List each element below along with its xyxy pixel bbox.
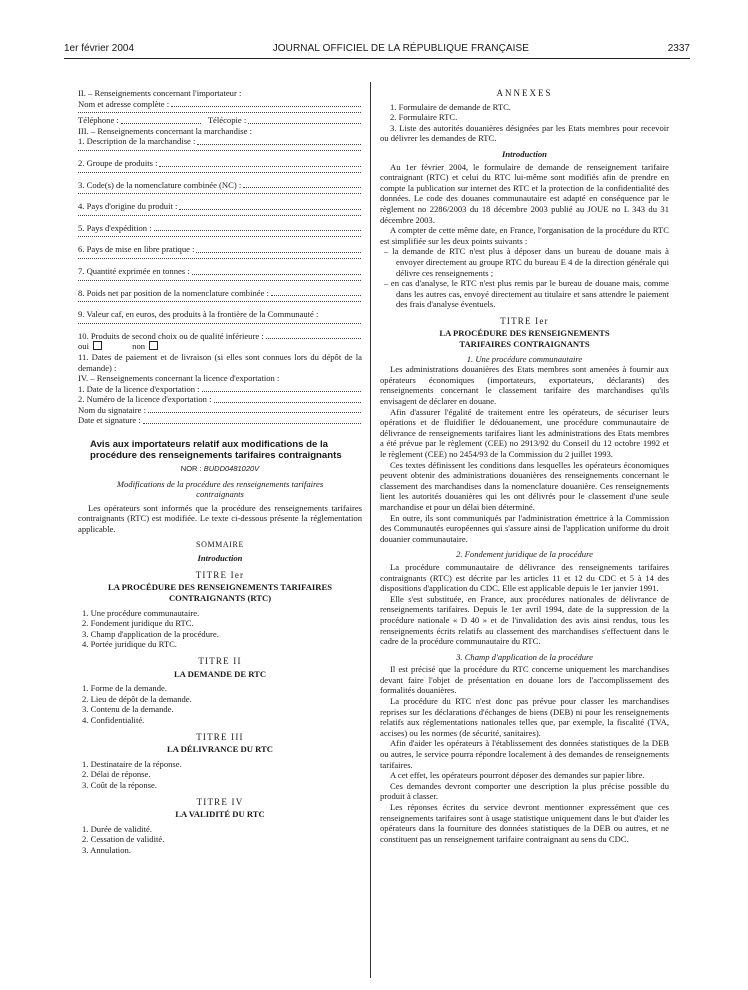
paragraph: Les réponses écrites du service devront mentionner expressément que ces renseignements tarifaires sont à usage statistique uniquement dans le but d'aider les opérateurs dans la fourniture des données statistiques de la DEB ou autres, et ne constituent pas un renseignement tarifaire contraignant au sens du CDC. — [380, 802, 669, 844]
sommaire-list-4 — [82, 824, 362, 856]
list-item: 2. Formulaire RTC. — [390, 112, 458, 123]
list-item: 1. Formulaire de demande de RTC. — [390, 101, 511, 112]
annexes-list — [380, 102, 669, 144]
form-field: Date et signature : — [78, 415, 362, 426]
paragraph: Au 1er février 2004, le formulaire de demande de renseignement tarifaire contraignant (RTC) et celui du RTC lui-même sont modifiés afin de prendre en compte la publication sur internet des RTC et la protection de la confidentialité des données. Le code des douanes communautaire est adapté en conséquence par le règlement no 2286/2003 du 18 décembre 2003 publié au JOUE no L 343 du 31 décembre 2003. — [380, 161, 669, 225]
list-item: 2. Lieu de dépôt de la demande. — [82, 693, 192, 704]
paragraph: Ces textes définissent les conditions dans lesquelles les opérateurs économiques peuvent obtenir des administrations douanières des renseignements concernant le classement des marchandises dans la nomenclature douanière. Ces renseignements lient les autorités douanières qui les ont délivrés pour le classement d'une seule marchandise et pour un délai bien déterminé. — [380, 459, 669, 512]
paragraph: A cet effet, les opérateurs pourront déposer des demandes sur papier libre. — [390, 770, 645, 781]
form-field: 5. Pays d'expédition : — [78, 223, 362, 234]
form-field: 7. Quantité exprimée en tonnes : — [78, 266, 362, 277]
form-field: Nom et adresse complète : — [78, 99, 362, 110]
list-item: 1. Durée de validité. — [82, 823, 152, 834]
list-item: 1. Forme de la demande. — [82, 683, 167, 694]
list-item: 2. Fondement juridique du RTC. — [82, 618, 194, 629]
section-2-heading: 2. Fondement juridique de la procédure — [456, 549, 593, 560]
yes-no-choice: oui non — [78, 341, 362, 352]
avis-subtitle: Modifications de la procédure des renseignements tarifaires contraignants — [116, 478, 324, 500]
form-field: 11. Dates de paiement et de livraison (si elles sont connues lors du dépôt de la demande) : — [78, 351, 362, 373]
list-item: 3. Annulation. — [82, 844, 131, 855]
section-1-heading: 1. Une procédure communautaire — [466, 353, 583, 364]
sommaire-introduction: Introduction — [197, 553, 243, 564]
paragraph: Elle s'est substituée, en France, aux procédures nationales de délivrance de renseignements tarifaires. Depuis le 1er avril 1994, date de la suppression de la procédure nationale « D 40 » et de l'invalidation des avis ainsi rendus, tous les renseignements écrits relatifs au classement des marchandises s'effectuent dans le cadre de la procédure communautaire du RTC. — [380, 593, 669, 647]
list-item: 4. Portée juridique du RTC. — [82, 639, 177, 650]
sommaire-titre-3: TITRE III — [196, 731, 244, 742]
paragraph: Les administrations douanières des Etats membres sont amenées à fournir aux opérateurs économiques (importateurs, exportateurs, déclarants) des renseignements concernant le classement tarifaire des marchandises qu'ils envisagent de déclarer en douane. — [380, 364, 669, 407]
list-item: 1. Destinataire de la réponse. — [82, 758, 182, 769]
sommaire-titre-2: TITRE II — [198, 655, 242, 666]
sommaire-heading-3: LA DÉLIVRANCE DU RTC — [167, 744, 273, 755]
left-column — [78, 88, 362, 855]
paragraph: La procédure du RTC n'est donc pas prévue pour classer les marchandises reprises sur les déclarations d'échanges de biens (DEB) ni pour les renseignements relatifs aux réglementations nationales telles que, par exemple, la fiscalité (TVA, accises) ou les normes (de sécurité, sanitaires). — [380, 696, 669, 738]
sommaire-list-2 — [82, 683, 362, 725]
list-item: 3. Liste des autorités douanières désignées par les Etats membres pour recevoir ou délivrer les demandes de RTC. — [380, 122, 669, 144]
paragraph: Afin d'assurer l'égalité de traitement entre les opérateurs, de sécuriser leurs opérations et de fluidifier le dédouanement, une procédure communautaire de délivrance de renseignements tarifaires liant les administrations des Etats membres a été prévue par le règlement (CEE) no 2913/92 du Conseil du 12 octobre 1992 et le règlement (CEE) no 2454/93 de la Commission du 2 juillet 1993. — [380, 406, 669, 459]
sommaire-heading-4: LA VALIDITÉ DU RTC — [175, 809, 265, 820]
form-field: 2. Groupe de produits : — [78, 158, 362, 169]
form-field: 1. Description de la marchandise : — [78, 136, 362, 147]
list-item: 4. Confidentialité. — [82, 714, 145, 725]
sommaire-heading-1: LA PROCÉDURE DES RENSEIGNEMENTS TARIFAIRES CONTRAIGNANTS (RTC) — [108, 582, 332, 603]
form-field: 6. Pays de mise en libre pratique : — [78, 244, 362, 255]
form-field: 9. Valeur caf, en euros, des produits à la frontière de la Communauté : — [78, 309, 319, 320]
sommaire-heading-2: LA DEMANDE DE RTC — [173, 668, 267, 679]
form-line: IV. – Renseignements concernant la licence d'exportation : — [78, 373, 280, 384]
list-item: 3. Champ d'application de la procédure. — [82, 628, 219, 639]
form-field: 4. Pays d'origine du produit : — [78, 201, 362, 212]
form-line: III. – Renseignements concernant la marchandise : — [78, 125, 252, 136]
checkbox-oui — [93, 341, 102, 350]
paragraph: En outre, ils sont communiqués par l'administration émettrice à la Commission des Communautés européennes qui s'assure ainsi de l'application uniforme du droit douanier communautaire. — [380, 512, 669, 544]
paragraph: La procédure communautaire de délivrance des renseignements tarifaires contraignants (RTC) est décrite par les articles 11 et 12 du CDC et 5 à 14 des dispositions d'application du CDC. Elle est applicable depuis le 1er janvier 1991. — [380, 561, 669, 594]
checkbox-non — [149, 341, 158, 350]
list-item: 3. Coût de la réponse. — [82, 779, 157, 790]
form-field: Nom du signataire : — [78, 405, 362, 416]
form-field: Téléphone : Télécopie : — [78, 115, 362, 126]
list-item: 2. Cessation de validité. — [82, 834, 165, 845]
titre-1-heading: LA PROCÉDURE DES RENSEIGNEMENTS TARIFAIRES CONTRAIGNANTS — [439, 328, 610, 350]
bullet-item: – la demande de RTC n'est plus à déposer dans un bureau de douane mais à envoyer directement au groupe RTC du bureau E 4 de la direction générale qui délivre ces renseignements ; — [384, 246, 669, 278]
sommaire-titre-1: TITRE Ier — [195, 569, 245, 580]
form-line: II. – Renseignements concernant l'importateur : — [78, 88, 242, 98]
paragraph: A compter de cette même date, en France, l'organisation de la procédure du RTC est simplifiée sur les deux points suivants : — [380, 225, 669, 246]
avis-title: Avis aux importateurs relatif aux modifications de la procédure des renseignements tarifaires contraignants — [90, 439, 342, 461]
form-section — [78, 88, 362, 426]
form-field: 3. Code(s) de la nomenclature combinée (NC) : — [78, 180, 362, 191]
annexes-heading: ANNEXES — [496, 88, 553, 98]
avis-intro: Les opérateurs sont informés que la procédure des renseignements tarifaires contraignants (RTC) est modifiée. Le texte ci-dessous présente la réglementation applicable. — [78, 502, 362, 535]
paragraph: Il est précisé que la procédure du RTC concerne uniquement les marchandises devant faire l'objet de présentation en douane lors de l'accomplissement des formalités douanières. — [380, 664, 669, 696]
titre-1: TITRE Ier — [500, 315, 549, 326]
sommaire-list-1 — [82, 608, 362, 650]
section-3-heading: 3. Champ d'application de la procédure — [456, 651, 593, 662]
introduction-heading: Introduction — [502, 148, 547, 159]
sommaire-list-3 — [82, 759, 362, 791]
header-page-number: 2337 — [667, 42, 690, 54]
sommaire-heading: SOMMAIRE — [196, 539, 244, 549]
page-header — [64, 40, 690, 56]
header-journal-title: JOURNAL OFFICIEL DE LA RÉPUBLIQUE FRANÇAISE — [272, 42, 530, 54]
list-item: 2. Délai de réponse. — [82, 769, 151, 780]
form-field: 2. Numéro de la licence d'exportation : — [78, 394, 362, 405]
header-date: 1er février 2004 — [64, 42, 135, 54]
paragraph: Ces demandes devront comporter une description la plus précise possible du produit à classer. — [380, 780, 669, 802]
form-field: 8. Poids net par position de la nomenclature combinée : — [78, 288, 362, 299]
header-rule — [64, 58, 690, 59]
column-divider — [370, 82, 371, 978]
list-item: 1. Une procédure communautaire. — [82, 607, 200, 618]
right-column — [380, 88, 669, 844]
paragraph: Afin d'aider les opérateurs à l'établissement des données statistiques de la DEB ou autres, le service pourra répondre localement à des demandes de renseignements tarifaires. — [380, 738, 669, 770]
sommaire-titre-4: TITRE IV — [196, 796, 244, 807]
form-field: 10. Produits de second choix ou de qualité inférieure : — [78, 331, 362, 342]
list-item: 3. Contenu de la demande. — [82, 704, 174, 715]
bullet-item: – en cas d'analyse, le RTC n'est plus remis par le bureau de douane mais, comme dans les autres cas, envoyé directement au titulaire et sans attendre le paiement des frais d'analyse éventuels. — [384, 278, 669, 310]
nor-reference: NOR : BUDD0481020V — [180, 464, 260, 474]
form-field: 1. Date de la licence d'exportation : — [78, 384, 362, 395]
